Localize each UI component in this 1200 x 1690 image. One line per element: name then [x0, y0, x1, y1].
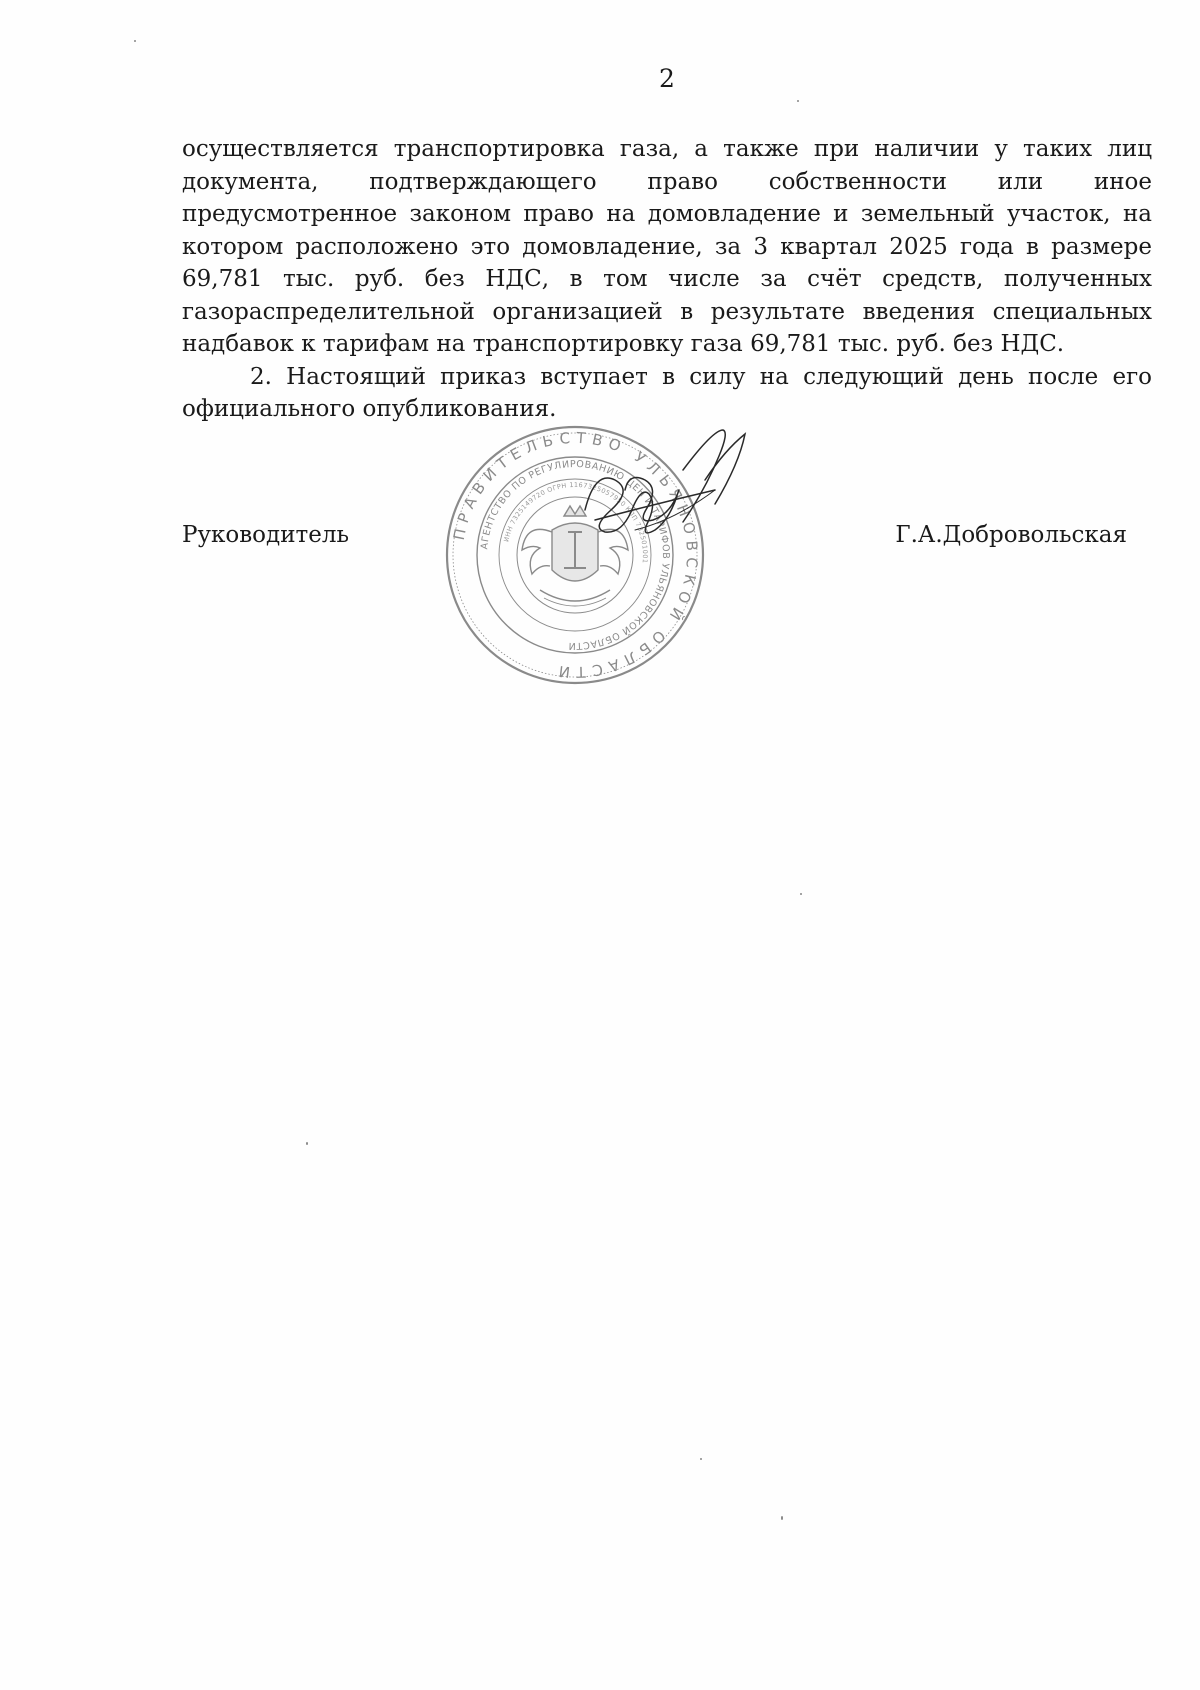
signer-title: Руководитель	[182, 522, 349, 548]
signature-block	[182, 519, 1127, 559]
document-body	[182, 133, 1152, 426]
signer-name: Г.А.Добровольская	[895, 522, 1127, 548]
seal-outer-text: ПРАВИТЕЛЬСТВО УЛЬЯНОВСКОЙ ОБЛАСТИ	[449, 428, 702, 682]
paragraph-2: 2. Настоящий приказ вступает в силу на следующий день после его официального опубликования.	[182, 363, 1152, 422]
scan-speck	[306, 1142, 308, 1145]
scan-speck	[797, 100, 799, 102]
scan-speck	[700, 1458, 702, 1460]
scan-speck	[800, 893, 802, 895]
scan-speck	[781, 1516, 783, 1520]
page-number: 2	[659, 64, 675, 93]
seal-codes-text: ИНН 7325149720 ОГРН 1167325057950 КПП 732501001	[502, 480, 650, 564]
seal-inner-text: АГЕНТСТВО ПО РЕГУЛИРОВАНИЮ ЦЕН И ТАРИФОВ УЛЬЯНОВСКОЙ ОБЛАСТИ	[479, 458, 672, 652]
paragraph-1: осуществляется транспортировка газа, а также при наличии у таких лиц документа, подтверждающего право собственности или иное предусмотренное законом право на домовладение и земельный участок, на котором расположено это домовладение, за 3 квартал 2025 года в размере 69,781 тыс. руб. без НДС, в том числе за счёт средств, полученных газораспределительной организацией в результате введения специальных надбавок к тарифам на транспортировку газа 69,781 тыс. руб. без НДС.	[182, 136, 1152, 357]
scan-speck	[134, 40, 136, 42]
